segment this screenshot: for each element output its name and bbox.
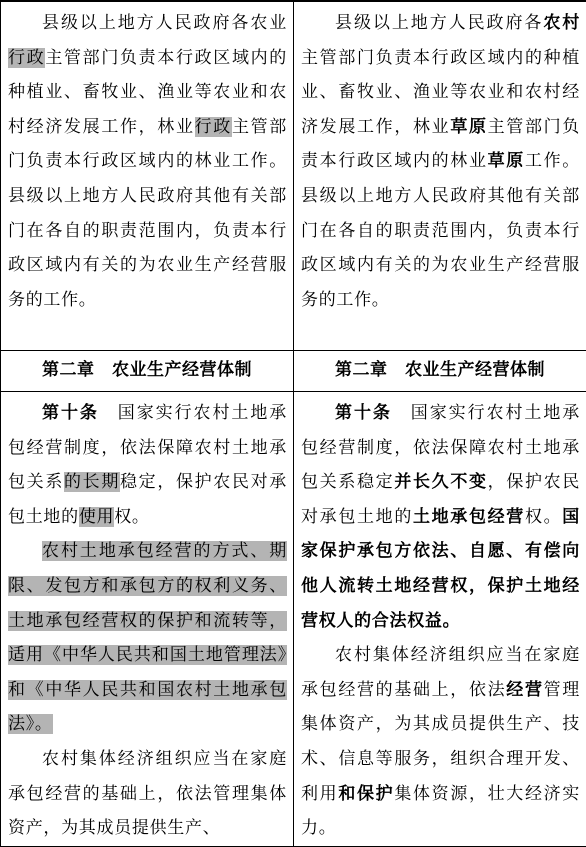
highlighted-text: 行政 xyxy=(195,117,232,137)
right-chapter-heading: 第二章 农业生产经营体制 xyxy=(294,351,586,389)
right-article-label: 第十条 xyxy=(335,403,392,423)
left-article-cell xyxy=(1,392,294,847)
right-new-text-cell xyxy=(294,2,586,351)
bold-amended-text: 并长久不变 xyxy=(394,472,487,492)
right-article-cell xyxy=(294,392,586,847)
text-segment: 国家实行农村土地承包经营制度，依法保障农村土地承包关系 xyxy=(8,403,287,492)
text-segment: 农村集体经济组织应当在家庭承包经营的基础上，依法管理集体资产，为其成员提供生产、 xyxy=(8,749,287,838)
left-old-text-cell xyxy=(1,2,294,351)
text-segment: 主管部门负责本行政区域内的林业工作。县级以上地方人民政府其他有关部门在各自的职责范围内，负责本行政区域内有关的为农业生产经营服务的工作。 xyxy=(8,117,287,310)
highlighted-text: 的长期 xyxy=(64,472,120,492)
left-article-paragraph-2 xyxy=(8,534,287,742)
bold-amended-text: 草原 xyxy=(488,151,525,171)
text-segment: 权。 xyxy=(114,507,149,527)
text-segment: 主管部门负责本行政区域内的种植业、畜牧业、渔业等农业和农村经济发展工作，林业 xyxy=(301,48,580,137)
bold-amended-text: 农村 xyxy=(543,13,580,33)
text-segment: 县级以上地方人民政府各 xyxy=(335,13,543,33)
left-article-label: 第十条 xyxy=(42,403,99,423)
text-segment: 工作。县级以上地方人民政府其他有关部门在各自的职责范围内，负责本行政区域内有关的为农业生产经营服务的工作。 xyxy=(301,151,580,309)
left-article-paragraph-3 xyxy=(8,742,287,846)
text-segment: 县级以上地方人民政府各农业 xyxy=(42,13,287,33)
left-article-paragraph-1 xyxy=(8,396,287,534)
right-chapter-cell xyxy=(294,351,586,392)
text-segment: ，保护农民对承包土地的 xyxy=(301,472,580,527)
text-segment: 主管部门负责本行政区域内的种植业、畜牧业、渔业等农业和农村经济发展工作，林业 xyxy=(8,48,287,137)
text-segment: 国家实行农村土地承包经营制度，依法保障农村土地承包关系稳定 xyxy=(301,403,580,492)
bold-amended-text: 和保护 xyxy=(338,784,394,804)
left-chapter-heading: 第二章 农业生产经营体制 xyxy=(1,351,293,389)
highlighted-text: 使用 xyxy=(79,507,114,527)
right-article-paragraph-1 xyxy=(301,396,580,638)
right-top-paragraph xyxy=(301,6,580,317)
text-segment: 集体资源，壮大经济实力。 xyxy=(301,784,580,839)
bold-amended-text: 经营 xyxy=(506,680,543,700)
left-top-paragraph xyxy=(8,6,287,317)
text-segment: 权。 xyxy=(525,507,562,527)
text-segment: 管理集体资产，为其成员提供生产、技术、信息等服务，组织合理开发、利用 xyxy=(301,680,580,804)
highlighted-text: 行政 xyxy=(8,48,45,68)
bold-amended-text: 国家保护承包方依法、自愿、有偿向他人流转土地经营权，保护土地经营权人的合法权益。 xyxy=(301,507,580,631)
text-segment: 农村集体经济组织应当在家庭承包经营的基础上，依法 xyxy=(301,645,580,700)
left-chapter-cell xyxy=(1,351,294,392)
text-segment: 主管部门负责本行政区域内的林业 xyxy=(301,117,580,172)
law-comparison-table xyxy=(0,1,586,847)
bold-amended-text: 草原 xyxy=(450,117,487,137)
table-row xyxy=(1,392,586,847)
table-row xyxy=(1,2,586,351)
bold-amended-text: 土地承包经营 xyxy=(413,507,525,527)
right-article-paragraph-2 xyxy=(301,638,580,846)
table-row xyxy=(1,351,586,392)
text-segment: 稳定，保护农民对承包土地的 xyxy=(8,472,287,527)
highlighted-text: 农村土地承包经营的方式、期限、发包方和承包方的权利义务、土地承包经营权的保护和流转等，适用《中华人民共和国土地管理法》和《中华人民共和国农村土地承包法》。 xyxy=(8,541,287,734)
